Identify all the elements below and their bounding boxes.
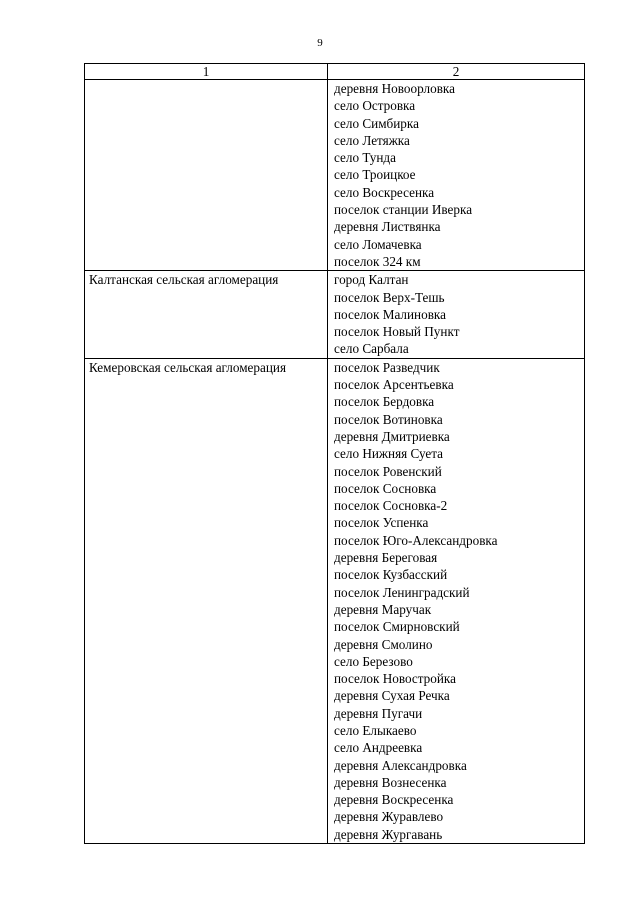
settlement-item: поселок станции Иверка bbox=[334, 202, 473, 218]
settlement-item: деревня Дмитриевка bbox=[334, 428, 450, 444]
settlement-item: поселок Новый Пункт bbox=[334, 324, 460, 340]
settlement-item: поселок Кузбасский bbox=[334, 567, 448, 583]
settlement-item: село Нижняя Суета bbox=[334, 446, 444, 462]
settlement-item: село Березово bbox=[334, 653, 413, 669]
settlement-item: деревня Новоорловка bbox=[334, 81, 455, 96]
settlement-item: деревня Журавлево bbox=[334, 809, 444, 825]
table-row bbox=[85, 358, 585, 843]
settlement-item: деревня Пугачи bbox=[334, 705, 423, 721]
settlement-item: деревня Вознесенка bbox=[334, 774, 447, 790]
agglomeration-name: Калтанская сельская агломерация bbox=[85, 271, 328, 358]
settlement-item: село Сарбала bbox=[334, 341, 409, 357]
page-number: 9 bbox=[317, 37, 323, 49]
settlement-list bbox=[328, 80, 585, 271]
settlement-item: поселок Ленинградский bbox=[334, 584, 470, 600]
settlement-item: поселок Арсентьевка bbox=[334, 377, 454, 393]
settlement-item: поселок 324 км bbox=[334, 253, 421, 269]
settlement-list bbox=[328, 271, 585, 358]
agglomeration-table bbox=[84, 63, 585, 844]
table-header-row bbox=[85, 64, 585, 80]
settlement-item: деревня Александровка bbox=[334, 757, 467, 773]
settlement-item: поселок Смирновский bbox=[334, 619, 460, 635]
settlement-item: поселок Верх-Тешь bbox=[334, 289, 445, 305]
column-header-2: 2 bbox=[328, 64, 585, 80]
settlement-item: поселок Сосновка bbox=[334, 480, 437, 496]
settlement-item: поселок Юго-Александровка bbox=[334, 532, 498, 548]
settlement-item: деревня Жургавань bbox=[334, 826, 443, 842]
settlement-item: село Троицкое bbox=[334, 167, 416, 183]
settlement-list bbox=[328, 358, 585, 843]
settlement-item: поселок Бердовка bbox=[334, 394, 435, 410]
settlement-item: поселок Вотиновка bbox=[334, 411, 443, 427]
settlement-item: село Воскресенка bbox=[334, 184, 435, 200]
settlement-item: село Елыкаево bbox=[334, 722, 417, 738]
settlement-item: деревня Маручак bbox=[334, 601, 432, 617]
settlement-item: поселок Новостройка bbox=[334, 671, 456, 687]
settlement-item: поселок Малиновка bbox=[334, 306, 446, 322]
settlement-item: деревня Сухая Речка bbox=[334, 688, 450, 704]
settlement-item: деревня Воскресенка bbox=[334, 792, 454, 808]
column-header-1: 1 bbox=[85, 64, 328, 80]
settlement-item: деревня Береговая bbox=[334, 550, 438, 566]
settlement-item: деревня Смолино bbox=[334, 636, 433, 652]
table-row bbox=[85, 80, 585, 271]
settlement-item: поселок Разведчик bbox=[334, 359, 440, 375]
agglomeration-name bbox=[85, 80, 328, 271]
settlement-item: деревня Листвянка bbox=[334, 219, 441, 235]
settlement-item: село Островка bbox=[334, 98, 416, 114]
settlement-item: село Летяжка bbox=[334, 132, 410, 148]
settlement-item: село Симбирка bbox=[334, 115, 419, 131]
settlement-item: поселок Сосновка-2 bbox=[334, 498, 448, 514]
settlement-item: поселок Успенка bbox=[334, 515, 429, 531]
settlement-item: поселок Ровенский bbox=[334, 463, 442, 479]
settlement-item: город Калтан bbox=[334, 272, 409, 288]
settlement-item: село Ломачевка bbox=[334, 236, 422, 252]
agglomeration-name: Кемеровская сельская агломерация bbox=[85, 358, 328, 843]
settlement-item: село Тунда bbox=[334, 150, 396, 166]
settlement-item: село Андреевка bbox=[334, 740, 423, 756]
table-body bbox=[85, 80, 585, 844]
table-row bbox=[85, 271, 585, 358]
